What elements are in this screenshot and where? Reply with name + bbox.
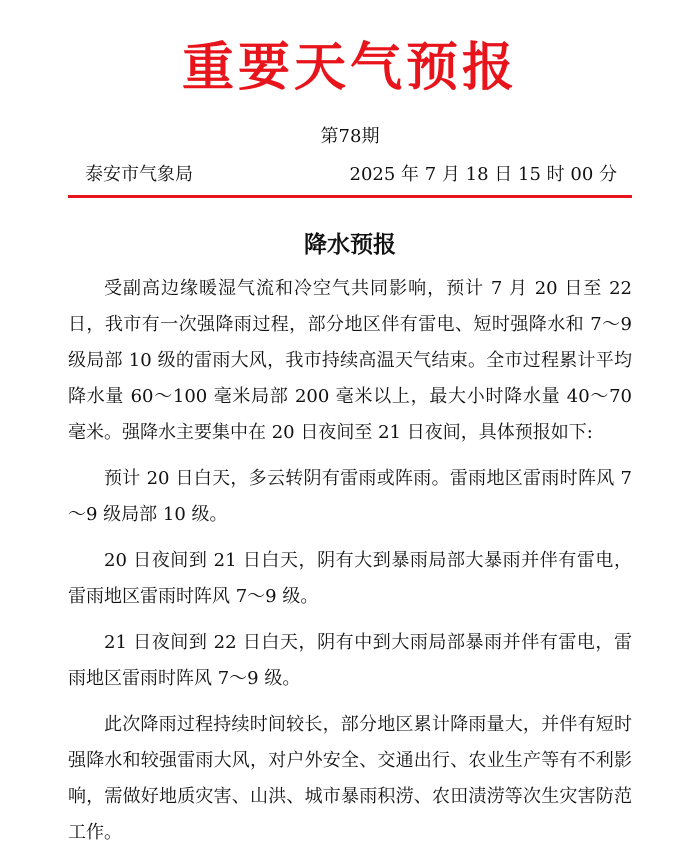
document-title: 降水预报 [304, 231, 396, 258]
issue-number: 第78期 [320, 126, 380, 147]
issuer-name: 泰安市气象局 [85, 164, 193, 185]
paragraph-advisory: 此次降雨过程持续时间较长，部分地区累计降雨量大，并伴有短时强降水和较强雷雨大风，对户外安全、交通出行、农业生产等有不利影响，需做好地质灾害、山洪、城市暴雨积涝、农田渍涝等次生灾害防范工作。 [68, 714, 632, 843]
header-divider [68, 195, 632, 198]
paragraph-day20: 预计 20 日白天，多云转阴有雷雨或阵雨。雷雨地区雷雨时阵风 7～9 级局部 10 级。 [68, 468, 632, 525]
paragraph-night20: 20 日夜间到 21 日白天，阴有大到暴雨局部大暴雨并伴有雷电，雷雨地区雷雨时阵风 7～9 级。 [68, 550, 632, 607]
masthead-title: 重要天气预报 [181, 37, 518, 98]
document-body [68, 271, 632, 861]
issue-datetime: 2025 年 7 月 18 日 15 时 00 分 [349, 164, 617, 185]
paragraph-night21: 21 日夜间到 22 日白天，阴有中到大雨局部暴雨并伴有雷电，雷雨地区雷雨时阵风 7～9 级。 [68, 632, 632, 689]
paragraph-overview: 受副高边缘暖湿气流和冷空气共同影响，预计 7 月 20 日至 22 日，我市有一次强降雨过程，部分地区伴有雷电、短时强降水和 7～9 级局部 10 级的雷雨大风，我市持续高温天气结束。全市过程累计平均降水量 60～100 毫米局部 200 毫米以上，最大小时降水量 40～70 毫米。强降水主要集中在 20 日夜间至 21 日夜间，具体预报如下: [68, 278, 632, 443]
